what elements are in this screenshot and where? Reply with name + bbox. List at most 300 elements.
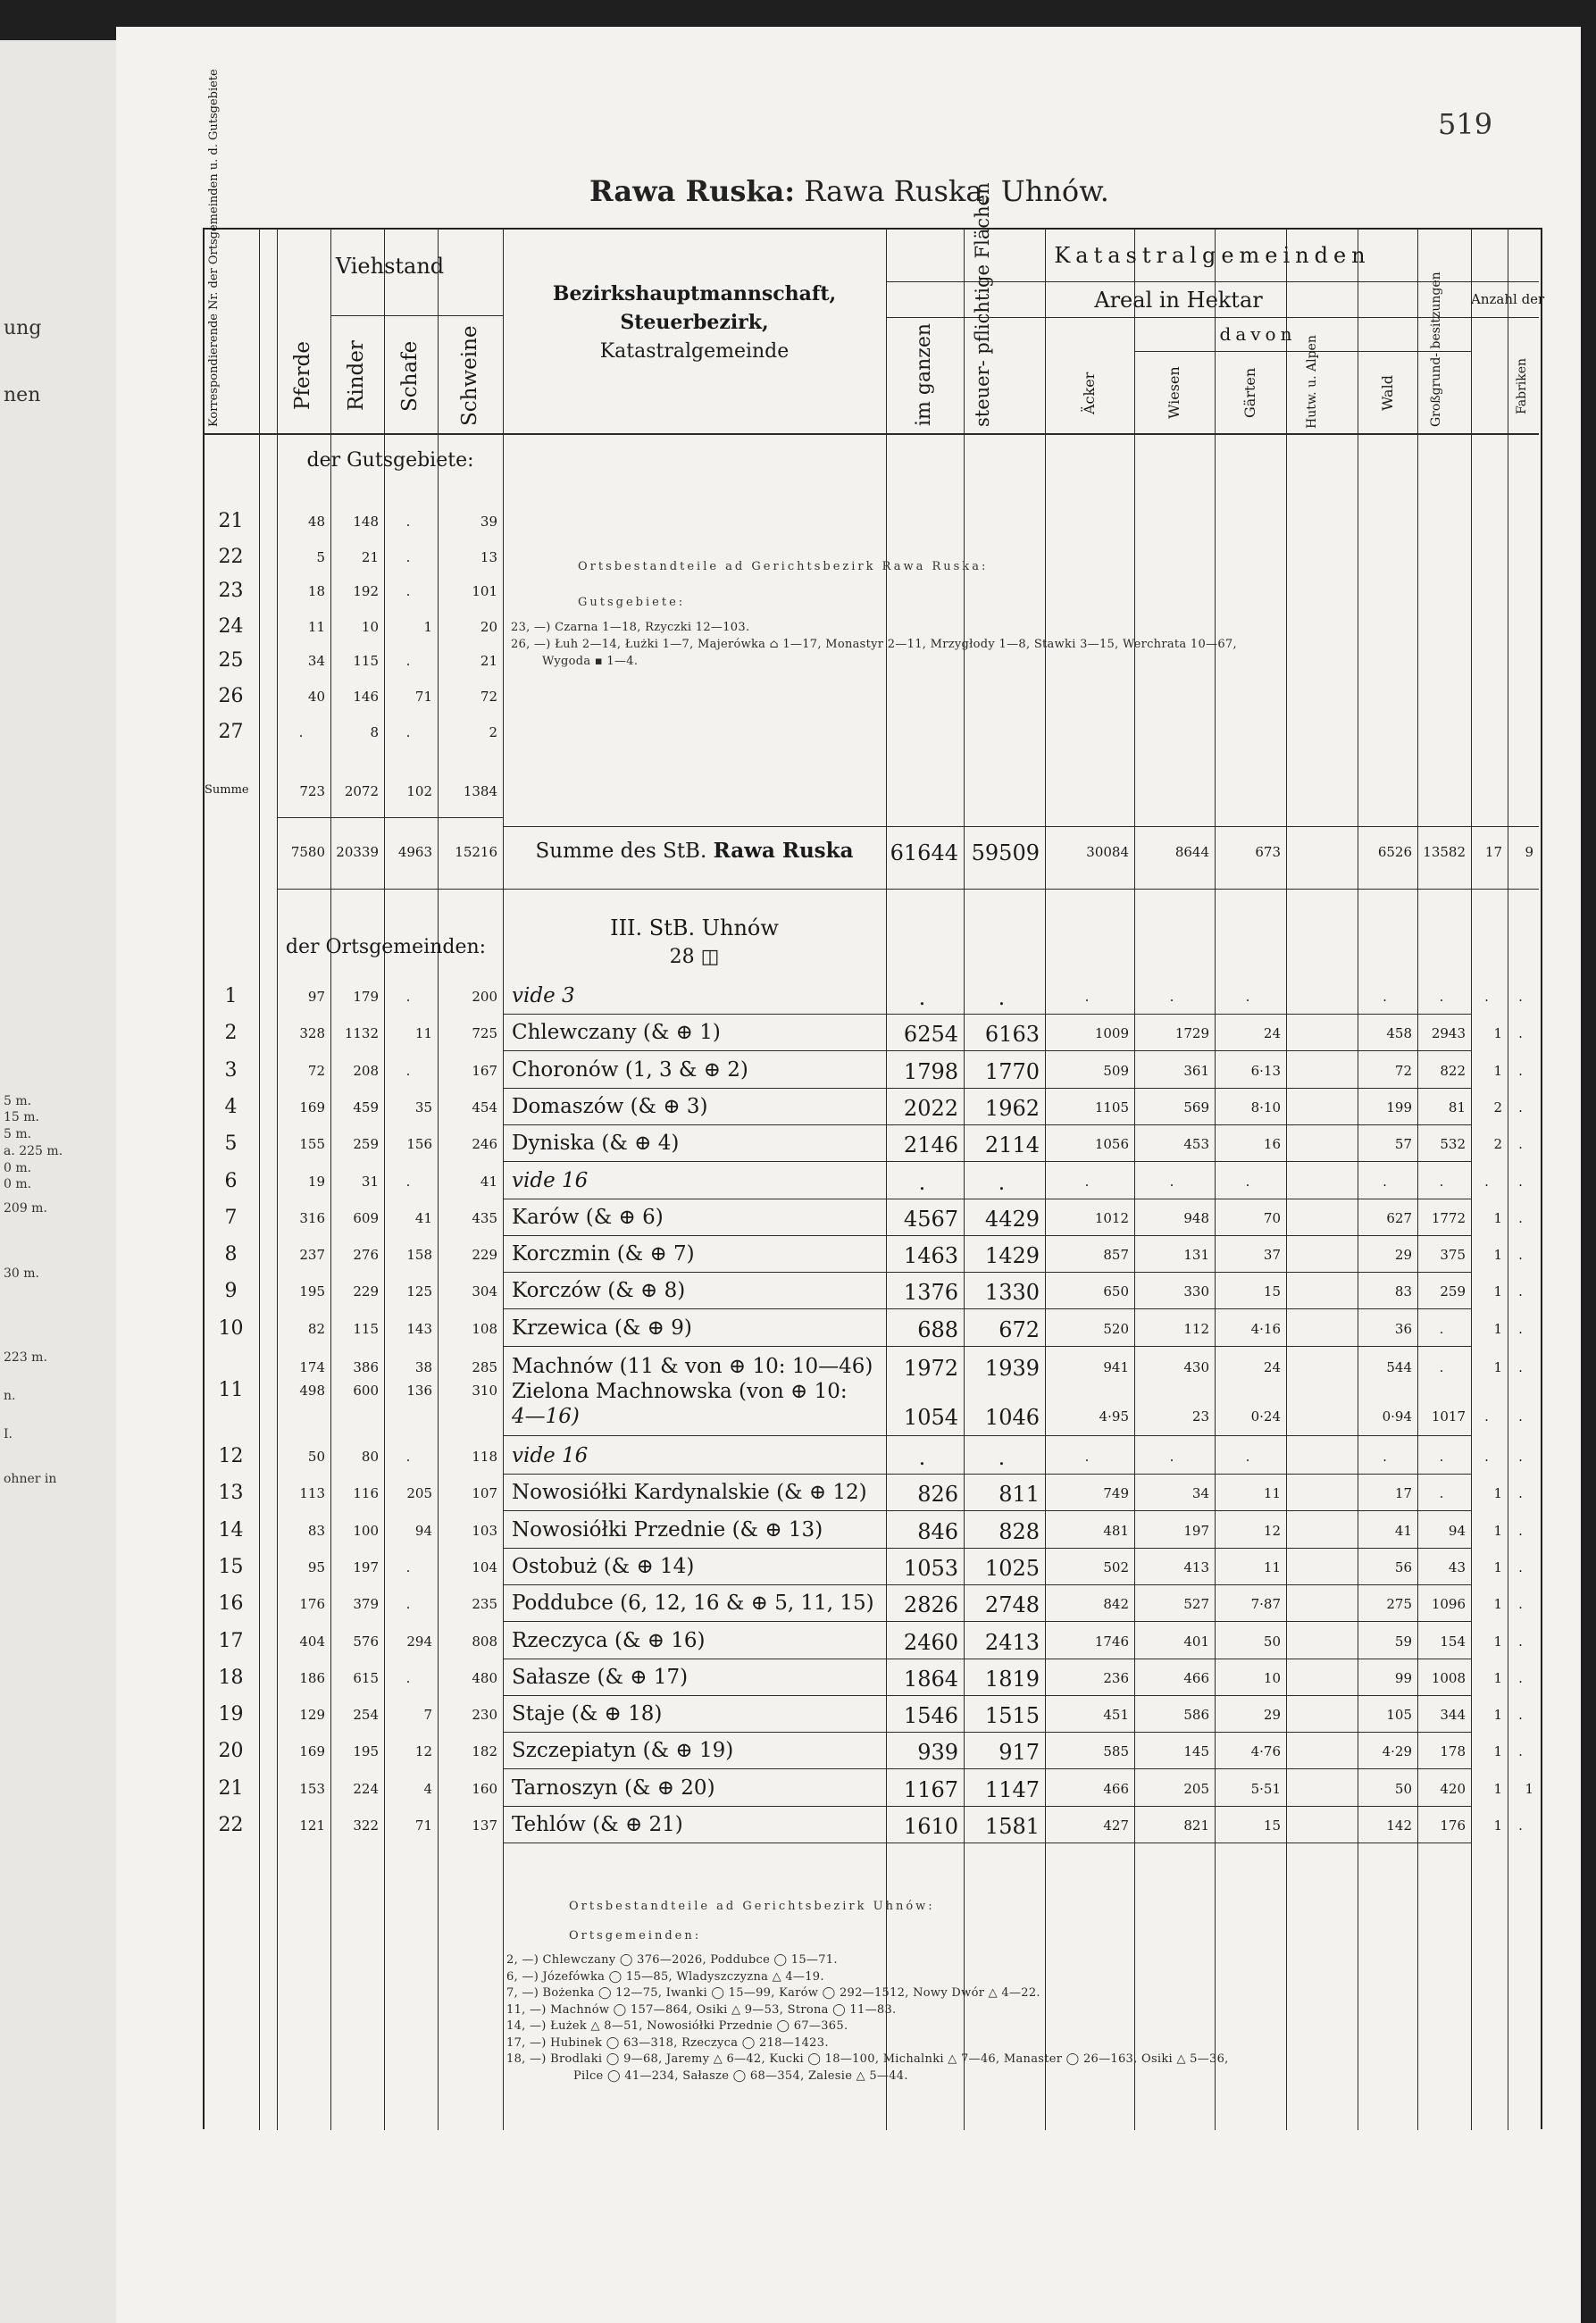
hutw-cell: 627 — [1386, 1209, 1412, 1226]
wiesen-cell: 8644 — [1174, 844, 1209, 860]
footnotes-head2: Ortsgemeinden: — [569, 1929, 702, 1943]
hutw-cell: 4·29 — [1382, 1743, 1412, 1760]
aecker-cell: 1012 — [1094, 1209, 1129, 1226]
steuer-header: steuer- pflichtige Flächen — [972, 182, 993, 427]
schafe-cell: . — [405, 1669, 411, 1686]
steuer-cell: . — [998, 1445, 1006, 1470]
aecker-cell: 4·95 — [1099, 1408, 1129, 1425]
wiesen-cell: . — [1169, 1449, 1174, 1465]
fabriken-cell: . — [1518, 1025, 1523, 1042]
row-rule — [503, 1584, 1471, 1585]
row-rule — [503, 1124, 1471, 1125]
aecker-cell: 1105 — [1094, 1099, 1129, 1116]
schweine-cell: 104 — [472, 1558, 497, 1575]
schafe-cell: 143 — [406, 1320, 432, 1337]
gaerten-cell: 10 — [1263, 1669, 1281, 1686]
prev-page-fragment: a. 225 m. — [4, 1144, 63, 1158]
schweine-cell: 118 — [472, 1449, 497, 1465]
ortsgemeinden-label: der Ortsgemeinden: — [285, 936, 487, 958]
fabriken-cell: . — [1518, 1558, 1523, 1575]
katastral-name: vide 3 — [512, 984, 575, 1007]
rinder-cell: 379 — [353, 1596, 379, 1613]
row-rule — [503, 1548, 1471, 1549]
rinder-cell: 208 — [353, 1062, 379, 1079]
schafe-cell: . — [405, 1449, 411, 1465]
wald-cell: 420 — [1440, 1780, 1466, 1797]
katastral-header: Katastralgemeinden — [1054, 243, 1371, 268]
schweine-cell: 20 — [480, 619, 497, 635]
gaerten-cell: 4·76 — [1250, 1743, 1281, 1760]
aecker-cell: . — [1084, 989, 1090, 1005]
hutw-cell: 0·94 — [1382, 1408, 1412, 1425]
hutw-cell: 57 — [1394, 1136, 1412, 1153]
steuer-cell: 811 — [999, 1482, 1040, 1508]
ganzen-cell: 1972 — [903, 1356, 958, 1381]
gross-cell: 1 — [1493, 1247, 1502, 1264]
wald-cell: . — [1439, 1359, 1444, 1375]
column-rule — [259, 228, 260, 2130]
footnote-line: 11, —) Machnów ◯ 157—864, Osiki △ 9—53, Strona ◯ 11—83. — [506, 2002, 897, 2017]
davon-header: davon — [1219, 323, 1297, 345]
gaerten-cell: 37 — [1263, 1247, 1281, 1264]
column-rule — [1286, 228, 1287, 2130]
aecker-cell: 520 — [1103, 1320, 1129, 1337]
row-number: 23 — [218, 580, 244, 602]
gaerten-header: Gärten — [1241, 367, 1258, 419]
ganzen-cell: 2146 — [903, 1132, 958, 1158]
gross-cell: 1 — [1493, 1485, 1502, 1502]
prev-page-fragment: 223 m. — [4, 1350, 47, 1365]
prev-page-fragment: 30 m. — [4, 1266, 39, 1281]
row-rule — [503, 1088, 1471, 1089]
gross-cell: 17 — [1484, 844, 1502, 860]
wald-cell: . — [1439, 1173, 1444, 1190]
steuer-cell: 1515 — [984, 1703, 1040, 1729]
wiesen-cell: 34 — [1191, 1485, 1209, 1502]
gutsgebiete-note: 23, —) Czarna 1—18, Rzyczki 12—103. — [511, 621, 750, 634]
prev-page-fragment: ohner in — [4, 1472, 57, 1486]
rinder-cell: 148 — [353, 514, 379, 530]
schweine-cell: 230 — [472, 1707, 497, 1724]
steuer-cell: 828 — [999, 1518, 1040, 1544]
wald-cell: 178 — [1440, 1743, 1466, 1760]
gross-header: Großgrund- besitzungen — [1429, 272, 1443, 427]
hutw-cell: 41 — [1394, 1522, 1412, 1539]
row-number: 9 — [224, 1280, 238, 1303]
row-number: 18 — [218, 1666, 244, 1689]
katastral-name: Nowosiółki Kardynalskie (& ⊕ 12) — [512, 1481, 867, 1505]
ganzen-cell: 2022 — [903, 1095, 958, 1121]
steuer-cell: 1429 — [984, 1243, 1040, 1269]
row-number: 19 — [218, 1703, 244, 1726]
gross-cell: 1 — [1493, 1359, 1502, 1375]
ganzen-cell: 1546 — [903, 1703, 958, 1729]
gaerten-cell: 8·10 — [1250, 1099, 1281, 1116]
wald-cell: 1096 — [1431, 1596, 1466, 1613]
schweine-cell: 108 — [472, 1320, 497, 1337]
schweine-cell: 808 — [472, 1633, 497, 1650]
row-number: 27 — [218, 721, 244, 743]
stb-title: III. StB. Uhnów — [610, 915, 779, 940]
katastral-name: Ostobuż (& ⊕ 14) — [512, 1554, 695, 1578]
rinder-cell: 116 — [353, 1485, 379, 1502]
row-rule — [503, 1695, 1471, 1696]
row-number: 7 — [224, 1206, 238, 1229]
ganzen-cell: 2826 — [903, 1592, 958, 1618]
rinder-cell: 179 — [353, 989, 379, 1005]
pferde-cell: 195 — [299, 1283, 325, 1300]
schafe-cell: 41 — [414, 1209, 432, 1226]
aecker-cell: 30084 — [1086, 844, 1129, 860]
gross-cell: 1 — [1493, 1669, 1502, 1686]
katastral-name: Korczmin (& ⊕ 7) — [512, 1242, 695, 1266]
row-number: 22 — [218, 546, 244, 568]
schafe-cell: 71 — [414, 689, 432, 705]
row-number: 6 — [224, 1169, 238, 1192]
fabriken-cell: . — [1518, 989, 1523, 1005]
rinder-cell: 115 — [353, 653, 379, 669]
footnote-line: 17, —) Hubinek ◯ 63—318, Rzeczyca ◯ 218—1423. — [506, 2035, 829, 2050]
schafe-cell: . — [405, 514, 411, 530]
wald-cell: 1017 — [1431, 1408, 1466, 1425]
katastral-name: Machnów (11 & von ⊕ 10: 10—46) — [512, 1355, 873, 1378]
schafe-cell: . — [405, 653, 411, 669]
ganzen-cell: 4567 — [903, 1206, 958, 1232]
gross-cell: 1 — [1493, 1558, 1502, 1575]
gaerten-cell: 11 — [1263, 1485, 1281, 1502]
wald-cell: 13582 — [1423, 844, 1466, 860]
schweine-cell: 167 — [472, 1062, 497, 1079]
ganzen-cell: 1798 — [903, 1058, 958, 1084]
schweine-header: Schweine — [457, 325, 481, 426]
total-label-bold: Rawa Ruska — [713, 839, 854, 863]
aecker-cell: . — [1084, 1449, 1090, 1465]
hutw-cell: 105 — [1386, 1707, 1412, 1724]
schafe-cell: 7 — [423, 1707, 432, 1724]
gross-cell: . — [1484, 1173, 1489, 1190]
row-number: 14 — [218, 1518, 244, 1542]
gutsgebiete-notes-head1: Ortsbestandteile ad Gerichtsbezirk Rawa Ruska: — [578, 560, 989, 573]
aecker-header: Äcker — [1081, 372, 1098, 414]
steuer-cell: 1939 — [984, 1356, 1040, 1381]
katastral-name: Zielona Machnowska (von ⊕ 10: — [512, 1380, 848, 1403]
pferde-cell: . — [298, 724, 304, 740]
rinder-cell: 254 — [353, 1707, 379, 1724]
pferde-cell: 95 — [307, 1558, 325, 1575]
pferde-cell: 404 — [299, 1633, 325, 1650]
gross-cell: 1 — [1493, 1209, 1502, 1226]
total-label-pre: Summe des StB. — [535, 840, 714, 863]
steuer-cell: 1962 — [984, 1095, 1040, 1121]
wiesen-header: Wiesen — [1166, 366, 1182, 420]
wiesen-cell: 1729 — [1174, 1025, 1209, 1042]
row-number: 8 — [224, 1243, 238, 1266]
schafe-cell: 1 — [423, 619, 432, 635]
rinder-cell: 600 — [353, 1383, 379, 1399]
fabriken-cell: 9 — [1525, 844, 1533, 860]
fabriken-cell: . — [1518, 1209, 1523, 1226]
schafe-cell: 12 — [414, 1743, 432, 1760]
steuer-cell: 1046 — [984, 1405, 1040, 1430]
gaerten-cell: 673 — [1255, 844, 1281, 860]
wiesen-cell: 821 — [1183, 1817, 1209, 1834]
katastral-name: vide 16 — [512, 1168, 589, 1192]
pferde-cell: 5 — [316, 549, 325, 565]
rinder-cell: 31 — [361, 1173, 379, 1190]
aecker-cell: 1056 — [1094, 1136, 1129, 1153]
schweine-cell: 72 — [480, 689, 497, 705]
aecker-cell: 749 — [1103, 1485, 1129, 1502]
rinder-cell: 276 — [353, 1247, 379, 1264]
rinder-cell: 459 — [353, 1099, 379, 1116]
fabriken-cell: . — [1518, 1320, 1523, 1337]
pferde-cell: 155 — [299, 1136, 325, 1153]
gross-cell: 1 — [1493, 1283, 1502, 1300]
viehstand-header: Viehstand — [335, 254, 445, 279]
row-rule — [503, 1732, 1471, 1733]
steuer-cell: 6163 — [984, 1022, 1040, 1048]
aecker-cell: 451 — [1103, 1707, 1129, 1724]
aecker-cell: 585 — [1103, 1743, 1129, 1760]
steuer-cell: 672 — [999, 1316, 1040, 1342]
schafe-cell: . — [405, 989, 411, 1005]
schafe-cell: 4 — [423, 1780, 432, 1797]
row-rule — [503, 1346, 1471, 1347]
hutw-cell: 99 — [1394, 1669, 1412, 1686]
wald-cell: 1008 — [1431, 1669, 1466, 1686]
wald-cell: 176 — [1440, 1817, 1466, 1834]
schafe-cell: 11 — [414, 1025, 432, 1042]
schweine-cell: 229 — [472, 1247, 497, 1264]
schweine-cell: 235 — [472, 1596, 497, 1613]
gaerten-cell: 70 — [1263, 1209, 1281, 1226]
row-number: 13 — [218, 1482, 244, 1505]
katastral-name: Szczepiatyn (& ⊕ 19) — [512, 1739, 734, 1763]
schafe-cell: . — [405, 549, 411, 565]
row-number: 5 — [224, 1132, 238, 1156]
katastral-name: Korczów (& ⊕ 8) — [512, 1279, 686, 1303]
katastral-name: Chlewczany (& ⊕ 1) — [512, 1021, 721, 1045]
gross-cell: 1 — [1493, 1817, 1502, 1834]
wald-cell: . — [1439, 1485, 1444, 1502]
pferde-cell: 19 — [307, 1173, 325, 1190]
gutsgebiete-label: der Gutsgebiete: — [306, 449, 474, 472]
rinder-cell: 386 — [353, 1359, 379, 1375]
katastral-name: Nowosiółki Przednie (& ⊕ 13) — [512, 1517, 823, 1542]
ganzen-cell: 1463 — [903, 1243, 958, 1269]
pferde-cell: 48 — [307, 514, 325, 530]
katastral-name: Domaszów (& ⊕ 3) — [512, 1094, 708, 1118]
rinder-cell: 576 — [353, 1633, 379, 1650]
rinder-cell: 229 — [353, 1283, 379, 1300]
pferde-cell: 328 — [299, 1025, 325, 1042]
schweine-cell: 39 — [480, 514, 497, 530]
aecker-cell: 941 — [1103, 1359, 1129, 1375]
fabriken-cell: . — [1518, 1707, 1523, 1724]
hutw-cell: 83 — [1394, 1283, 1412, 1300]
wiesen-cell: 413 — [1183, 1558, 1209, 1575]
schafe-cell: 38 — [414, 1359, 432, 1375]
pferde-cell: 316 — [299, 1209, 325, 1226]
rinder-cell: 80 — [361, 1449, 379, 1465]
hutw-cell: 275 — [1386, 1596, 1412, 1613]
ganzen-cell: . — [918, 1445, 926, 1470]
row-number: 21 — [218, 510, 244, 532]
rinder-cell: 195 — [353, 1743, 379, 1760]
ganzen-cell: . — [918, 1169, 926, 1195]
prev-page-fragment: I. — [4, 1427, 13, 1441]
gaerten-cell: 5·51 — [1250, 1780, 1281, 1797]
pferde-cell: 113 — [299, 1485, 325, 1502]
row-rule — [503, 1014, 1471, 1015]
hutw-cell: 142 — [1386, 1817, 1412, 1834]
aecker-cell: 857 — [1103, 1247, 1129, 1264]
bezirk-header-1: Bezirkshauptmannschaft, — [552, 282, 837, 305]
steuer-cell: 4429 — [984, 1206, 1040, 1232]
row-rule — [503, 1510, 1471, 1511]
rinder-cell: 21 — [361, 549, 379, 565]
hutw-cell: 56 — [1394, 1558, 1412, 1575]
hutw-cell: 544 — [1386, 1359, 1412, 1375]
wald-cell: 94 — [1448, 1522, 1466, 1539]
steuer-cell: 1025 — [984, 1555, 1040, 1581]
footnote-line: 2, —) Chlewczany ◯ 376—2026, Poddubce ◯ 15—71. — [506, 1953, 838, 1967]
gross-cell: . — [1484, 1449, 1489, 1465]
gaerten-cell: 4·16 — [1250, 1320, 1281, 1337]
schafe-cell: . — [405, 1062, 411, 1079]
wiesen-cell: 586 — [1183, 1707, 1209, 1724]
steuer-cell: 1147 — [984, 1776, 1040, 1802]
schweine-cell: 1384 — [463, 783, 497, 799]
schweine-cell: 13 — [480, 549, 497, 565]
gross-cell: 1 — [1493, 1633, 1502, 1650]
row-rule — [503, 1768, 1471, 1769]
hutw-cell: . — [1383, 1449, 1387, 1465]
ganzen-cell: 2460 — [903, 1629, 958, 1655]
total-rule — [503, 826, 1539, 827]
rinder-cell: 10 — [361, 619, 379, 635]
gross-cell: 2 — [1493, 1136, 1502, 1153]
footnote-line: 7, —) Bożenka ◯ 12—75, Iwanki ◯ 15—99, Karów ◯ 292—1512, Nowy Dwór △ 4—22. — [506, 1986, 1040, 2000]
wald-cell: 344 — [1440, 1707, 1466, 1724]
katastral-name: Staje (& ⊕ 18) — [512, 1702, 663, 1726]
wiesen-cell: 401 — [1183, 1633, 1209, 1650]
title-bold: Rawa Ruska: — [589, 174, 796, 208]
gaerten-cell: . — [1245, 1173, 1250, 1190]
fabriken-cell: . — [1518, 1596, 1523, 1613]
schweine-cell: 480 — [472, 1669, 497, 1686]
steuer-cell: 2413 — [984, 1629, 1040, 1655]
wald-cell: 81 — [1448, 1099, 1466, 1116]
pferde-cell: 176 — [299, 1596, 325, 1613]
rinder-cell: 322 — [353, 1817, 379, 1834]
row-rule — [503, 1308, 1471, 1309]
wald-cell: 532 — [1440, 1136, 1466, 1153]
prev-page-fragment: ung — [4, 317, 42, 339]
schweine-cell: 182 — [472, 1743, 497, 1760]
schweine-cell: 454 — [472, 1099, 497, 1116]
row-rule — [503, 1435, 1471, 1436]
rinder-cell: 224 — [353, 1780, 379, 1797]
footnotes-head1: Ortsbestandteile ad Gerichtsbezirk Uhnów: — [569, 1900, 935, 1913]
aecker-cell: 466 — [1103, 1780, 1129, 1797]
wiesen-cell: 361 — [1183, 1062, 1209, 1079]
ganzen-cell: 1610 — [903, 1814, 958, 1839]
ganzen-cell: 688 — [917, 1316, 958, 1342]
im-ganzen-header: im ganzen — [913, 322, 935, 426]
wiesen-cell: 948 — [1183, 1209, 1209, 1226]
prev-page-fragment: n. — [4, 1389, 16, 1403]
gross-cell: 1 — [1493, 1707, 1502, 1724]
row-number: 3 — [224, 1058, 238, 1082]
rinder-cell: 100 — [353, 1522, 379, 1539]
wiesen-cell: 453 — [1183, 1136, 1209, 1153]
steuer-cell: 1581 — [984, 1814, 1040, 1839]
schweine-cell: 15216 — [455, 844, 497, 860]
schweine-cell: 107 — [472, 1485, 497, 1502]
schweine-cell: 41 — [480, 1173, 497, 1190]
aecker-cell: . — [1084, 1173, 1090, 1190]
schweine-cell: 435 — [472, 1209, 497, 1226]
pferde-header: Pferde — [291, 341, 314, 411]
total-rule — [277, 889, 1539, 890]
hutw-cell: 59 — [1394, 1633, 1412, 1650]
ganzen-cell: 1053 — [903, 1555, 958, 1581]
schafe-cell: 35 — [414, 1099, 432, 1116]
pferde-cell: 498 — [299, 1383, 325, 1399]
header-rule — [1134, 351, 1471, 352]
steuer-cell: . — [998, 1169, 1006, 1195]
hutw-cell: 6526 — [1377, 844, 1412, 860]
aecker-cell: 236 — [1103, 1669, 1129, 1686]
aecker-cell: 427 — [1103, 1817, 1129, 1834]
fabriken-header: Fabriken — [1515, 357, 1529, 415]
aecker-cell: 509 — [1103, 1062, 1129, 1079]
pferde-cell: 97 — [307, 989, 325, 1005]
fabriken-cell: . — [1518, 1522, 1523, 1539]
row-number: 2 — [224, 1022, 238, 1045]
schweine-cell: 246 — [472, 1136, 497, 1153]
wald-cell: 259 — [1440, 1283, 1466, 1300]
katastral-name: Poddubce (6, 12, 16 & ⊕ 5, 11, 15) — [512, 1592, 874, 1616]
schweine-cell: 304 — [472, 1283, 497, 1300]
row-number: 10 — [218, 1316, 244, 1340]
pferde-cell: 237 — [299, 1247, 325, 1264]
schweine-cell: 725 — [472, 1025, 497, 1042]
wald-cell: . — [1439, 1320, 1444, 1337]
wiesen-cell: . — [1169, 989, 1174, 1005]
gaerten-cell: 24 — [1263, 1025, 1281, 1042]
pferde-cell: 169 — [299, 1743, 325, 1760]
bezirk-header-3: Katastralgemeinde — [599, 340, 790, 363]
row-number: 15 — [218, 1555, 244, 1578]
schafe-cell: 102 — [406, 783, 432, 799]
page-title — [589, 174, 1109, 208]
fabriken-cell: . — [1518, 1247, 1523, 1264]
fabriken-cell: . — [1518, 1485, 1523, 1502]
anzahl-header: Anzahl der — [1471, 291, 1545, 307]
katastral-name: Karów (& ⊕ 6) — [512, 1205, 664, 1229]
schweine-cell: 21 — [480, 653, 497, 669]
column-rule — [503, 228, 504, 2130]
footnote-line: Pilce ◯ 41—234, Sałasze ◯ 68—354, Zalesie △ 5—44. — [573, 2068, 908, 2083]
gaerten-cell: . — [1245, 1449, 1250, 1465]
schafe-cell: . — [405, 724, 411, 740]
prev-page-fragment: 0 m. — [4, 1177, 32, 1191]
gaerten-cell: 24 — [1263, 1359, 1281, 1375]
wald-cell: 822 — [1440, 1062, 1466, 1079]
row-number: 26 — [218, 685, 244, 707]
